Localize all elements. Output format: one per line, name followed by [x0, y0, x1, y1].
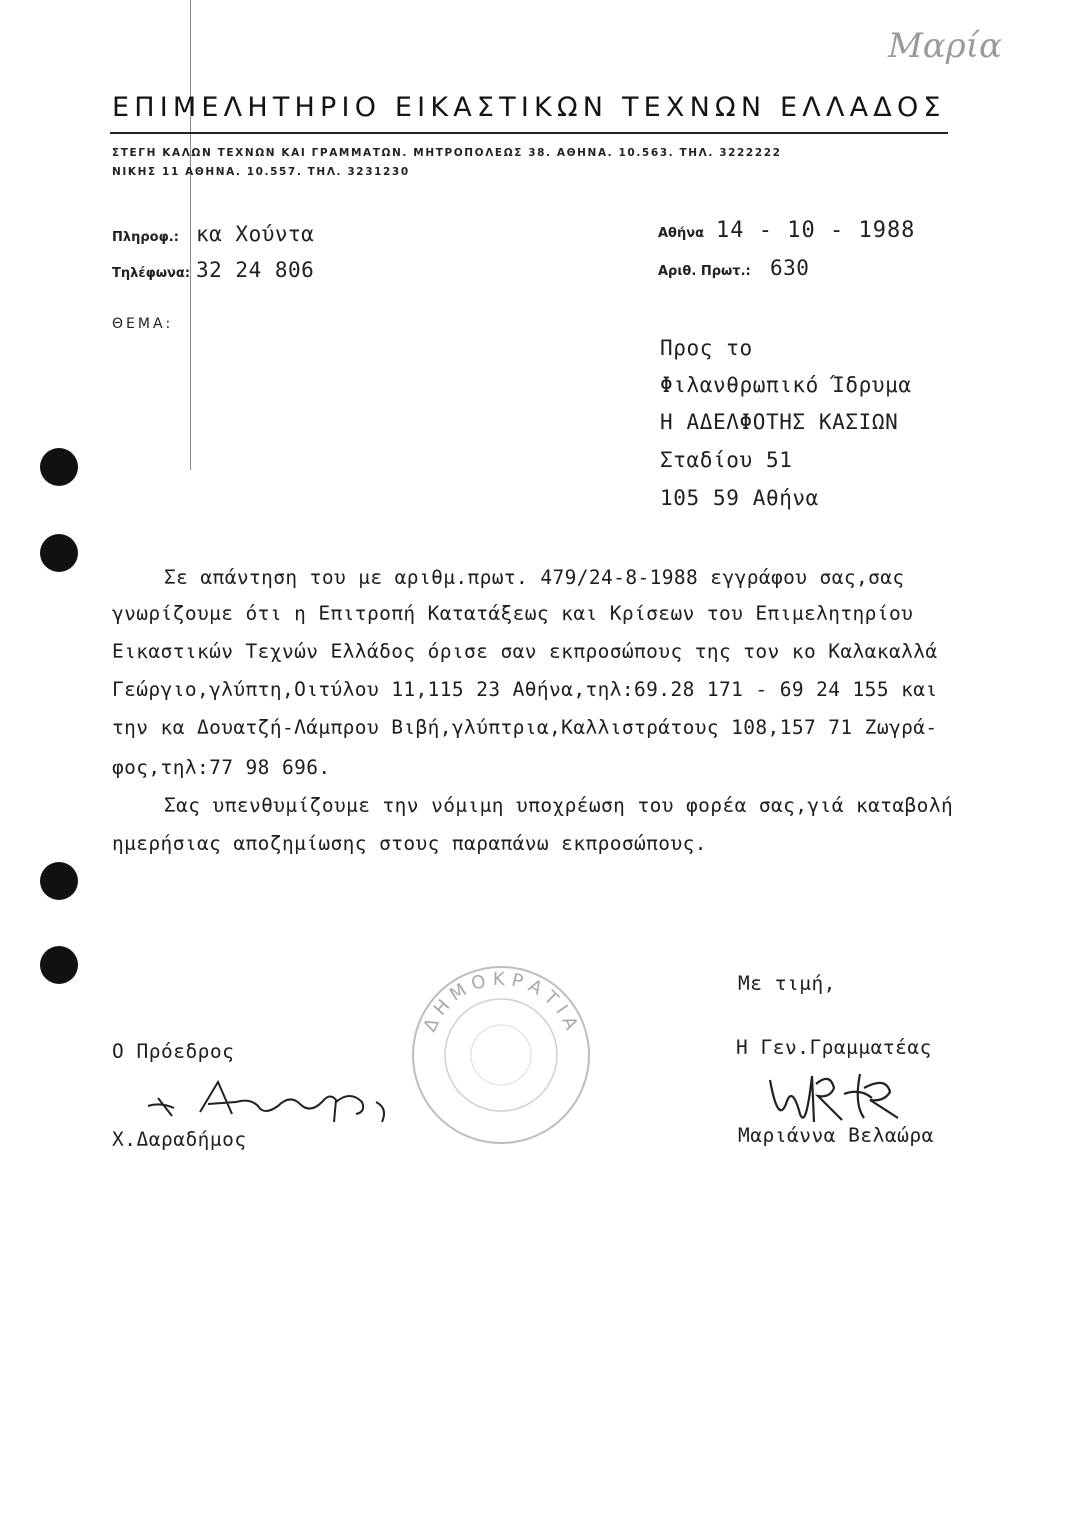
left-signatory-title: Ο Πρόεδρος [112, 1040, 235, 1063]
body-line: γνωρίζουμε ότι η Επιτροπή Κατατάξεως και Κρίσεων του Επιμελητηρίου [112, 602, 914, 625]
body-line: Γεώργιο,γλύπτη,Οιτύλου 11,115 23 Αθήνα,τηλ:69.28 171 - 69 24 155 και [112, 678, 938, 701]
recipient-line: Η ΑΔΕΛΦΟΤΗΣ ΚΑΣΙΩΝ [660, 410, 899, 434]
closing: Με τιμή, [738, 972, 836, 995]
letterhead-address-1: ΣΤΕΓΗ ΚΑΛΩΝ ΤΕΧΝΩΝ ΚΑΙ ΓΡΑΜΜΑΤΩΝ. ΜΗΤΡΟΠΟΛΕΩΣ 38. ΑΘΗΝΑ. 10.563. ΤΗΛ. 3222222 [112, 147, 782, 159]
right-signatory-title: Η Γεν.Γραμματέας [736, 1036, 932, 1059]
left-signatory-name: Χ.Δαραδήμος [112, 1128, 247, 1151]
phone-value: 32 24 806 [196, 258, 315, 282]
recipient-line: 105 59 Αθήνα [660, 486, 819, 510]
recipient-line: Σταδίου 51 [660, 448, 793, 472]
punch-hole [40, 946, 78, 984]
stamp-text: ΔΗΜΟΚΡΑΤΙΑ [419, 968, 584, 1039]
date-value: 14 - 10 - 1988 [716, 218, 916, 243]
body-line: Σας υπενθυμίζουμε την νόμιμη υποχρέωση του φορέα σας,γιά καταβολή [164, 794, 954, 817]
punch-hole [40, 862, 78, 900]
body-line: ημερήσιας αποζημίωσης στους παραπάνω εκπροσώπους. [112, 832, 707, 855]
protocol-value: 630 [770, 256, 810, 280]
subject-label: ΘΕΜΑ: [112, 316, 174, 332]
info-label: Πληροφ.: [112, 230, 179, 245]
right-signatory-name: Μαριάννα Βελαώρα [738, 1124, 934, 1147]
info-value: κα Χούντα [196, 222, 315, 246]
punch-hole [40, 448, 78, 486]
body-line: Εικαστικών Τεχνών Ελλάδος όρισε σαν εκπροσώπους της τον κο Καλακαλλά [112, 640, 938, 663]
letterhead-address-2: ΝΙΚΗΣ 11 ΑΘΗΝΑ. 10.557. ΤΗΛ. 3231230 [112, 166, 410, 178]
body-line: φος,τηλ:77 98 696. [112, 756, 331, 779]
phone-label: Τηλέφωνα: [112, 266, 191, 281]
body-line: Σε απάντηση του με αριθμ.πρωτ. 479/24-8-1988 εγγράφου σας,σας [164, 566, 905, 589]
fold-line [190, 0, 191, 470]
protocol-label: Αριθ. Πρωτ.: [658, 264, 751, 279]
recipient-line: Φιλανθρωπικό Ίδρυμα [660, 373, 912, 397]
official-stamp [408, 962, 594, 1148]
letterhead-title: ΕΠΙΜΕΛΗΤΗΡΙΟ ΕΙΚΑΣΤΙΚΩΝ ΤΕΧΝΩΝ ΕΛΛΑΔΟΣ [112, 92, 946, 123]
body-line: την κα Δουατζή-Λάμπρου Βιβή,γλύπτρια,Καλλιστράτους 108,157 71 Ζωγρά- [112, 716, 938, 739]
svg-text:ΔΗΜΟΚΡΑΤΙΑ [419, 969, 584, 1039]
handwritten-note: Μαρία [887, 26, 1002, 66]
punch-hole [40, 534, 78, 572]
letterhead-rule [110, 132, 948, 134]
recipient-line: Προς το [660, 336, 753, 360]
date-label: Αθήνα [658, 226, 705, 241]
